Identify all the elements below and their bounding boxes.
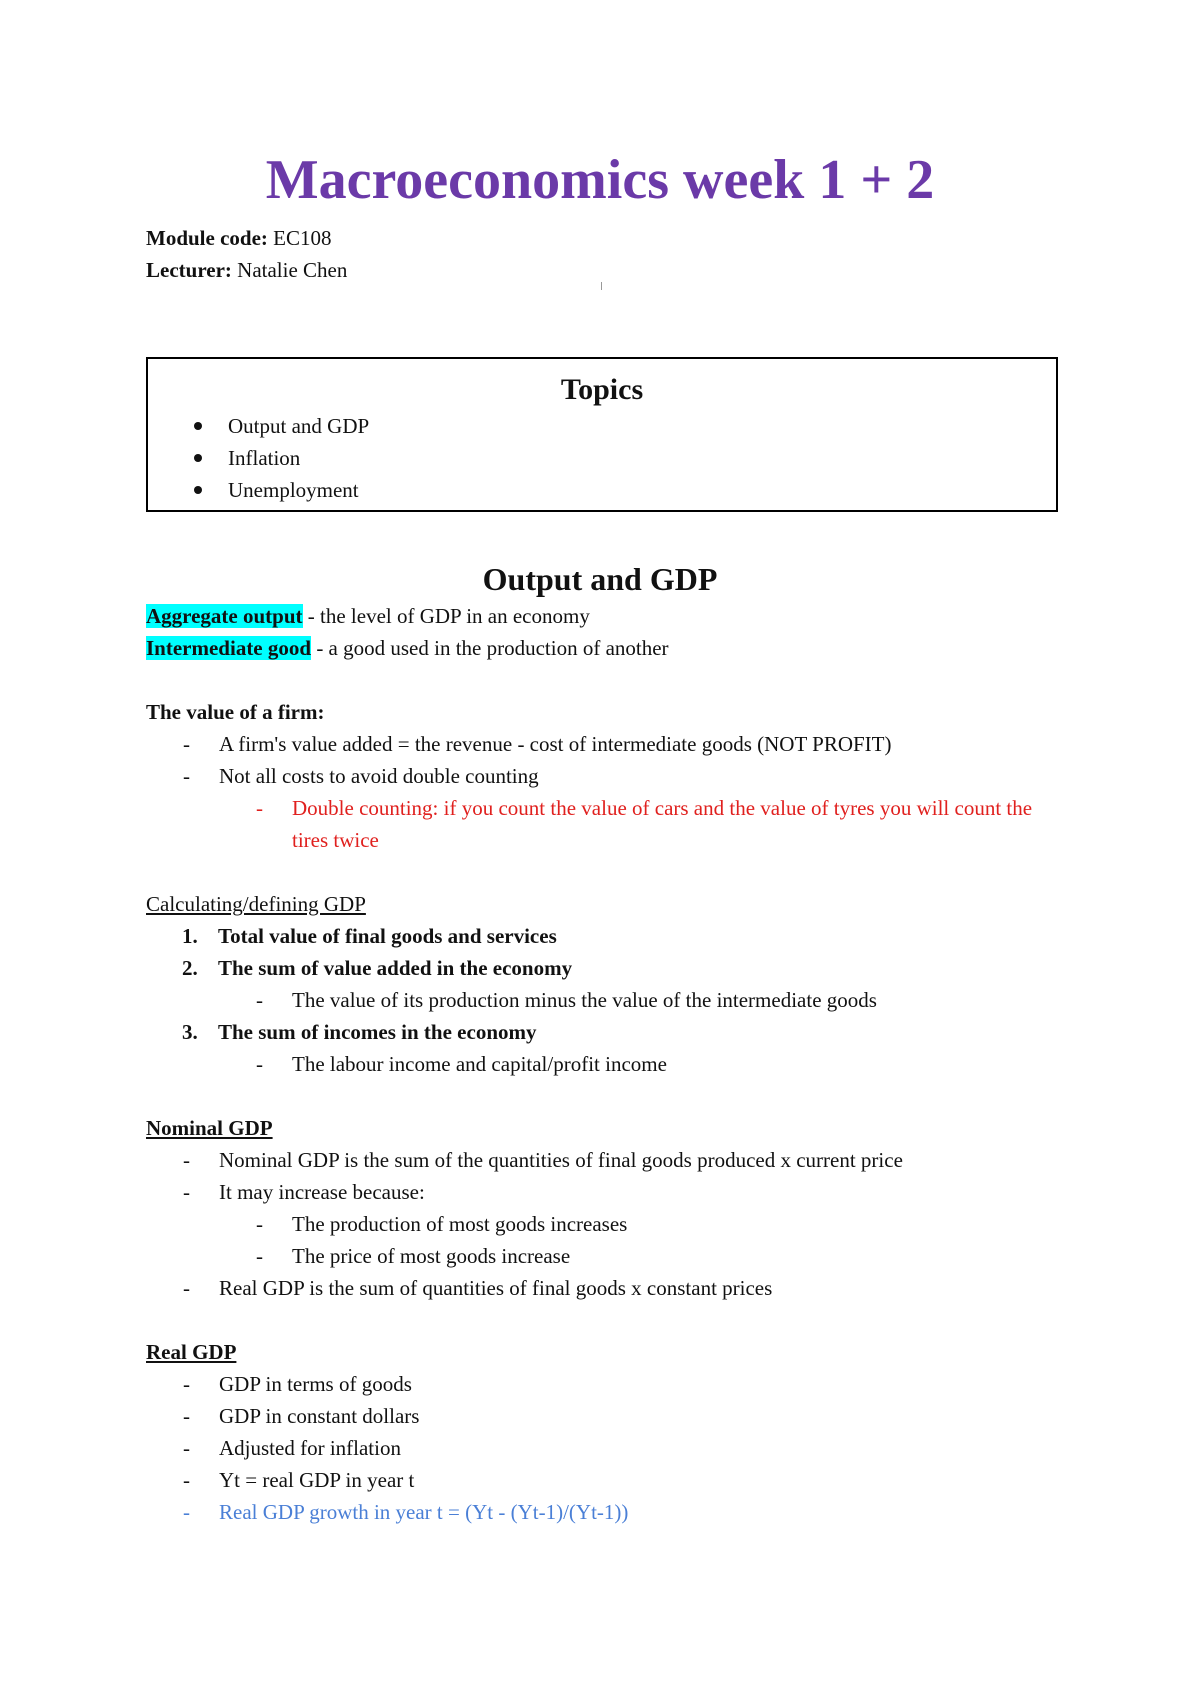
item-text: A firm's value added = the revenue - cost of intermediate goods (NOT PROFIT) — [219, 732, 892, 756]
list-item — [146, 1400, 1066, 1432]
spacer — [146, 664, 1066, 696]
dash-marker: - — [183, 1468, 190, 1492]
list-item — [146, 1464, 1066, 1496]
module-code-value: EC108 — [267, 226, 332, 250]
real-heading: Real GDP — [146, 1340, 237, 1364]
section-title: Output and GDP — [482, 561, 718, 597]
bullet-icon — [194, 422, 202, 430]
item-text: Adjusted for inflation — [219, 1436, 401, 1460]
dash-marker: - — [183, 1372, 190, 1396]
dash-marker: - — [256, 796, 263, 820]
list-item — [146, 952, 1066, 984]
item-text: The labour income and capital/profit income — [292, 1052, 667, 1076]
topic-label: Output and GDP — [228, 414, 370, 438]
list-item — [146, 920, 1066, 952]
spacer — [146, 1304, 1066, 1336]
list-item — [146, 760, 1066, 792]
item-text: Not all costs to avoid double counting — [219, 764, 539, 788]
list-item — [146, 1272, 1066, 1304]
dash-marker: - — [183, 1500, 190, 1524]
dash-marker: - — [183, 1404, 190, 1428]
item-text: It may increase because: — [219, 1180, 425, 1204]
item-text: GDP in terms of goods — [219, 1372, 412, 1396]
page-tick-mark — [601, 282, 602, 290]
spacer — [146, 856, 1066, 888]
item-number: 3. — [182, 1020, 198, 1044]
definition-text: - the level of GDP in an economy — [302, 604, 590, 628]
list-item — [190, 410, 369, 442]
topics-list — [190, 410, 369, 506]
list-item — [146, 792, 1066, 856]
spacer — [146, 1080, 1066, 1112]
topic-label: Inflation — [228, 446, 301, 470]
item-number: 1. — [182, 924, 198, 948]
term-highlight: Intermediate good — [146, 636, 312, 660]
section-content — [146, 600, 1066, 1528]
item-text: The price of most goods increase — [292, 1244, 571, 1268]
lecturer-value: Natalie Chen — [231, 258, 348, 282]
firm-value-heading: The value of a firm: — [146, 700, 325, 724]
list-item — [190, 474, 369, 506]
definition-aggregate-output — [146, 600, 1066, 632]
module-code-label: Module code: — [146, 226, 268, 250]
list-item — [146, 1144, 1066, 1176]
list-item — [146, 1432, 1066, 1464]
list-item — [146, 1048, 1066, 1080]
list-item — [146, 1368, 1066, 1400]
topic-label: Unemployment — [228, 478, 359, 502]
dash-marker: - — [183, 1436, 190, 1460]
bullet-icon — [194, 486, 202, 494]
page-title: Macroeconomics week 1 + 2 — [265, 149, 935, 211]
list-item — [146, 728, 1066, 760]
module-meta — [146, 222, 347, 286]
dash-marker: - — [256, 1212, 263, 1236]
item-text: GDP in constant dollars — [219, 1404, 420, 1428]
dash-marker: - — [183, 1148, 190, 1172]
topics-title: Topics — [560, 373, 644, 406]
dash-marker: - — [256, 988, 263, 1012]
list-item — [146, 1016, 1066, 1048]
lecturer-line — [146, 254, 347, 286]
lecturer-label: Lecturer: — [146, 258, 232, 282]
definition-text: - a good used in the production of another — [311, 636, 669, 660]
item-text: Yt = real GDP in year t — [219, 1468, 415, 1492]
list-item — [146, 1496, 1066, 1528]
dash-marker: - — [256, 1244, 263, 1268]
definition-intermediate-good — [146, 632, 1066, 664]
list-item — [146, 1176, 1066, 1208]
list-item — [190, 442, 369, 474]
nominal-heading: Nominal GDP — [146, 1116, 273, 1140]
item-text: Real GDP is the sum of quantities of final goods x constant prices — [219, 1276, 773, 1300]
module-code-line — [146, 222, 347, 254]
dash-marker: - — [183, 732, 190, 756]
list-item — [146, 1208, 1066, 1240]
dash-marker: - — [256, 1052, 263, 1076]
item-text: The sum of value added in the economy — [218, 956, 573, 980]
dash-marker: - — [183, 1276, 190, 1300]
item-text: Total value of final goods and services — [218, 924, 557, 948]
item-text: The production of most goods increases — [292, 1212, 628, 1236]
bullet-icon — [194, 454, 202, 462]
term-highlight: Aggregate output — [146, 604, 303, 628]
growth-formula: Real GDP growth in year t = (Yt - (Yt-1)/(Yt-1)) — [219, 1500, 629, 1524]
item-text: The sum of incomes in the economy — [218, 1020, 537, 1044]
double-counting-note: Double counting: if you count the value of cars and the value of tyres you will count the tires twice — [292, 796, 1033, 852]
item-text: The value of its production minus the value of the intermediate goods — [292, 988, 877, 1012]
calc-heading: Calculating/defining GDP — [146, 892, 366, 916]
dash-marker: - — [183, 1180, 190, 1204]
list-item — [146, 1240, 1066, 1272]
item-number: 2. — [182, 956, 198, 980]
dash-marker: - — [183, 764, 190, 788]
item-text: Nominal GDP is the sum of the quantities of final goods produced x current price — [219, 1148, 903, 1172]
list-item — [146, 984, 1066, 1016]
topics-box — [146, 357, 1058, 512]
